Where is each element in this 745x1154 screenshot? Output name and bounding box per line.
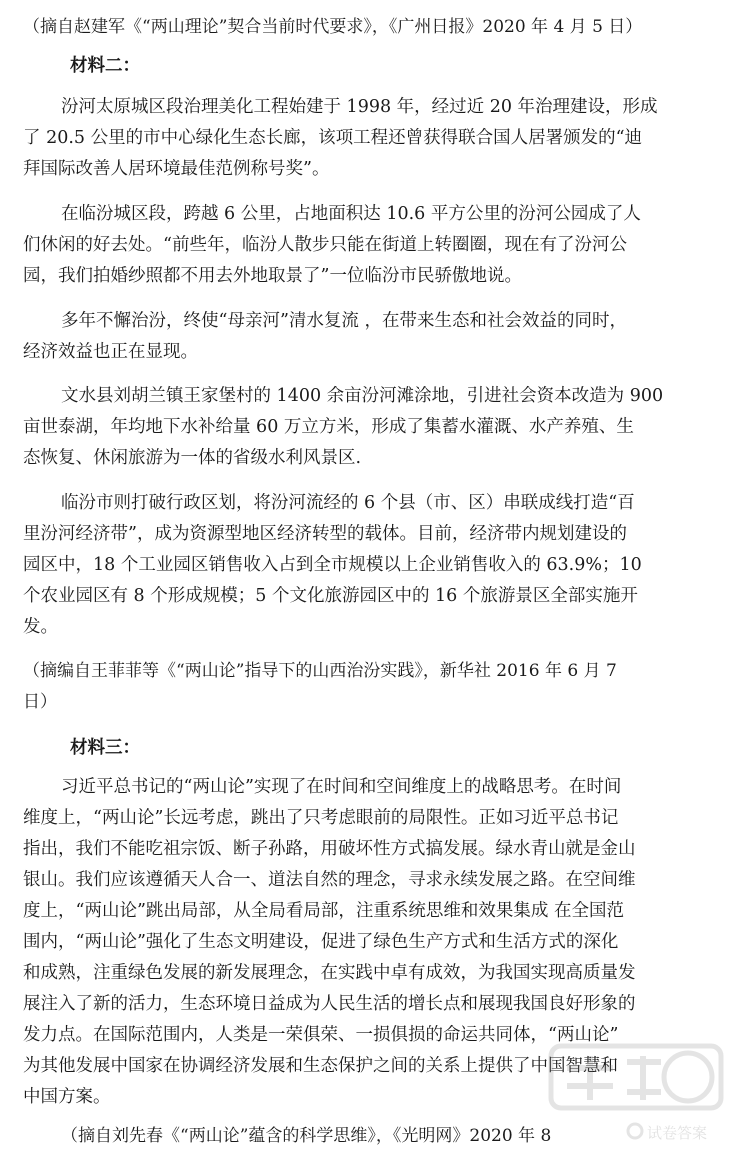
text-line: 发。 bbox=[23, 617, 58, 637]
text-line: 为其他发展中国家在协调经济发展和生态保护之间的关系上提供了中国智慧和 bbox=[23, 1056, 618, 1076]
text-line: 亩世泰湖，年均地下水补给量 60 万立方米，形成了集蓄水灌溉、水产养殖、生 bbox=[23, 417, 634, 437]
text-line: 们休闲的好去处。“前些年，临汾人散步只能在街道上转圈圈，现在有了汾河公 bbox=[23, 235, 627, 255]
text-line: 银山。我们应该遵循天人合一、道法自然的理念，寻求永续发展之路。在空间维 bbox=[23, 870, 636, 890]
source-citation-3: （摘自刘先春《“两山论”蕴含的科学思维》，《光明网》2020 年 8 bbox=[61, 1126, 552, 1146]
text-line: 态恢复、休闲旅游为一体的省级水利风景区. bbox=[23, 448, 362, 468]
text-line: 在临汾城区段，跨越 6 公里，占地面积达 10.6 平方公里的汾河公园成了人 bbox=[61, 204, 641, 224]
text-line: 围内，“两山论”强化了生态文明建设，促进了绿色生产方式和生活方式的深化 bbox=[23, 932, 619, 952]
text-line: 里汾河经济带”，成为资源型地区经济转型的载体。目前，经济带内规划建设的 bbox=[23, 524, 627, 544]
material-3-heading: 材料三： bbox=[70, 738, 140, 758]
text-line: 指出，我们不能吃祖宗饭、断子孙路，用破坏性方式搞发展。绿水青山就是金山 bbox=[23, 839, 636, 859]
watermark-text: 试卷答案 bbox=[647, 1124, 708, 1142]
text-line: 习近平总书记的“两山论”实现了在时间和空间维度上的战略思考。在时间 bbox=[61, 777, 622, 797]
text-line: 日） bbox=[23, 692, 57, 712]
text-line: 展注入了新的活力，生态环境日益成为人民生活的增长点和展现我国良好形象的 bbox=[23, 994, 636, 1014]
text-line: 汾河太原城区段治理美化工程始建于 1998 年，经过近 20 年治理建设，形成 bbox=[61, 97, 658, 117]
text-line: 临汾市则打破行政区划，将汾河流经的 6 个县（市、区）串联成线打造“百 bbox=[61, 493, 635, 513]
text-line: 中国方案。 bbox=[23, 1087, 111, 1107]
material-2-heading: 材料二： bbox=[70, 56, 140, 76]
text-line: 个农业园区有 8 个形成规模；5 个文化旅游园区中的 16 个旅游景区全部实施开 bbox=[23, 586, 638, 606]
text-line: 了 20.5 公里的市中心绿化生态长廊，该项工程还曾获得联合国人居署颁发的“迪 bbox=[23, 128, 643, 148]
text-line: 维度上，“两山论”长远考虑，跳出了只考虑眼前的局限性。正如习近平总书记 bbox=[23, 808, 619, 828]
text-line: 经济效益也正在显现。 bbox=[23, 342, 198, 362]
text-line: 文水县刘胡兰镇王家堡村的 1400 余亩汾河滩涂地，引进社会资本改造为 900 bbox=[61, 386, 664, 406]
text-line: 园，我们拍婚纱照都不用去外地取景了”一位临汾市民骄傲地说。 bbox=[23, 266, 522, 286]
text-line: 拜国际改善人居环境最佳范例称号奖”。 bbox=[23, 159, 330, 179]
text-line: 发力点。在国际范围内，人类是一荣俱荣、一损俱损的命运共同体，“两山论” bbox=[23, 1025, 619, 1045]
text-line: 和成熟，注重绿色发展的新发展理念，在实践中卓有成效，为我国实现高质量发 bbox=[23, 963, 636, 983]
text-line: （摘编自王菲菲等《“两山论”指导下的山西治汾实践》，新华社 2016 年 6 月 7 bbox=[23, 661, 617, 681]
source-citation-1: （摘自赵建军《“两山理论”契合当前时代要求》，《广州日报》2020 年 4 月 5 日） bbox=[23, 17, 643, 37]
text-line: 多年不懈治汾，终使“母亲河”清水复流 ，在带来生态和社会效益的同时， bbox=[61, 311, 627, 331]
text-line: 园区中，18 个工业园区销售收入占到全市规模以上企业销售收入的 63.9%；10 bbox=[23, 555, 642, 575]
text-line: 度上，“两山论”跳出局部，从全局看局部，注重系统思维和效果集成 在全国范 bbox=[23, 901, 624, 921]
